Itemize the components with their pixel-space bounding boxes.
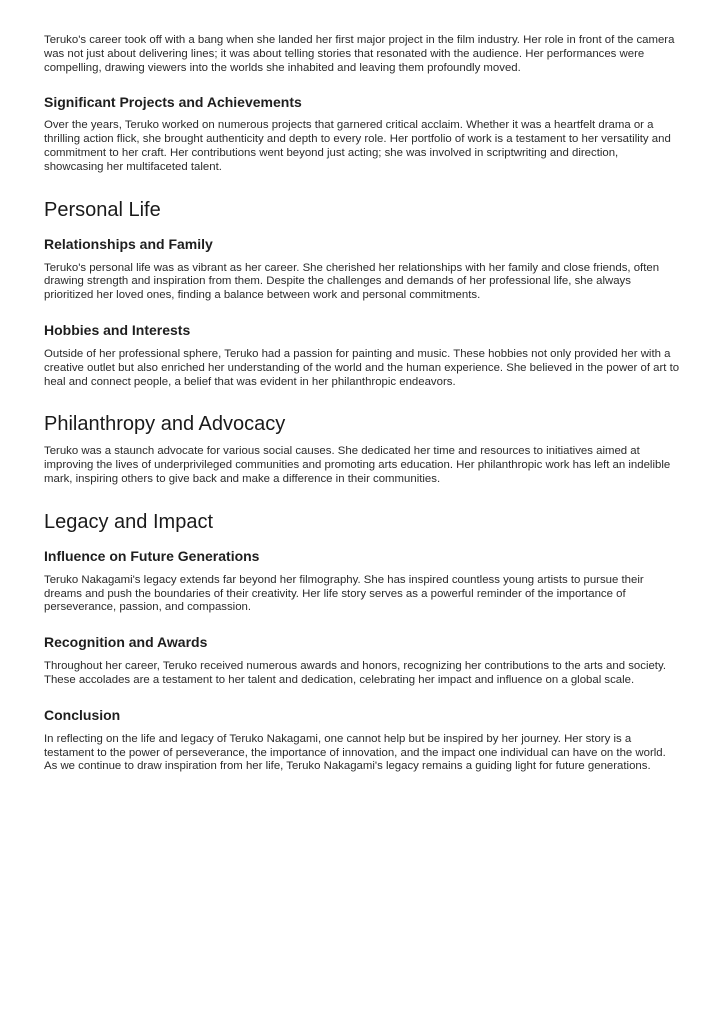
influence-heading: Influence on Future Generations	[44, 547, 260, 564]
significant-projects-heading: Significant Projects and Achievements	[44, 94, 302, 111]
hobbies-heading: Hobbies and Interests	[44, 321, 191, 338]
relationships-paragraph: Teruko's personal life was as vibrant as her career. She cherished her relationships with her family and close friends, often drawing strength and inspiration from them. Despite the challenges and demands of her professional life, she always prioritized her loved ones, finding a balance between work and personal commitments.	[44, 261, 660, 302]
philanthropy-paragraph: Teruko was a staunch advocate for various social causes. She dedicated her time and resources to initiatives aimed at improving the lives of underprivileged communities and promoting arts education. Her philanthropic work has left an indelible mark, inspiring others to give back and make a difference in their communities.	[44, 445, 671, 485]
conclusion-paragraph: In reflecting on the life and legacy of Teruko Nakagami, one cannot help but be inspired by her journey. Her story is a testament to the power of perseverance, the importance of innovation, and the impact one individual can have on the world. As we continue to draw inspiration from her life, Teruko Nakagami's legacy remains a guiding light for future generations.	[44, 732, 666, 773]
recognition-paragraph: Throughout her career, Teruko received numerous awards and honors, recognizing her contributions to the arts and society. These accolades are a testament to her talent and dedication, celebrating her impact and influence on a global scale.	[44, 660, 666, 686]
philanthropy-heading: Philanthropy and Advocacy	[44, 413, 286, 436]
influence-paragraph: Teruko Nakagami's legacy extends far beyond her filmography. She has inspired countless young artists to pursue their dreams and push the boundaries of their creativity. Her life story serves as a powerful reminder of the importance of perseverance, passion, and compassion.	[44, 573, 644, 614]
conclusion-heading: Conclusion	[44, 706, 121, 723]
hobbies-paragraph: Outside of her professional sphere, Teruko had a passion for painting and music. These hobbies not only provided her with a creative outlet but also enriched her understanding of the world and the human experience. She believed in the power of art to heal and connect people, a belief that was evident in her philanthropic endeavors.	[44, 347, 680, 388]
document-page	[44, 34, 680, 774]
recognition-heading: Recognition and Awards	[44, 634, 208, 651]
relationships-heading: Relationships and Family	[44, 235, 213, 252]
intro-paragraph: Teruko's career took off with a bang when she landed her first major project in the film industry. Her role in front of the camera was not just about delivering lines; it was about telling stories that resonated with the audience. Her performances were compelling, drawing viewers into the worlds she inhabited and leaving them profoundly moved.	[44, 34, 675, 74]
personal-life-heading: Personal Life	[44, 198, 161, 221]
legacy-heading: Legacy and Impact	[44, 510, 213, 533]
significant-projects-paragraph: Over the years, Teruko worked on numerous projects that garnered critical acclaim. Whether it was a heartfelt drama or a thrilling action flick, she brought authenticity and depth to every role. Her portfolio of work is a testament to her versatility and commitment to her craft. Her contributions went beyond just acting; she was involved in scriptwriting and direction, showcasing her multifaceted talent.	[44, 119, 671, 173]
